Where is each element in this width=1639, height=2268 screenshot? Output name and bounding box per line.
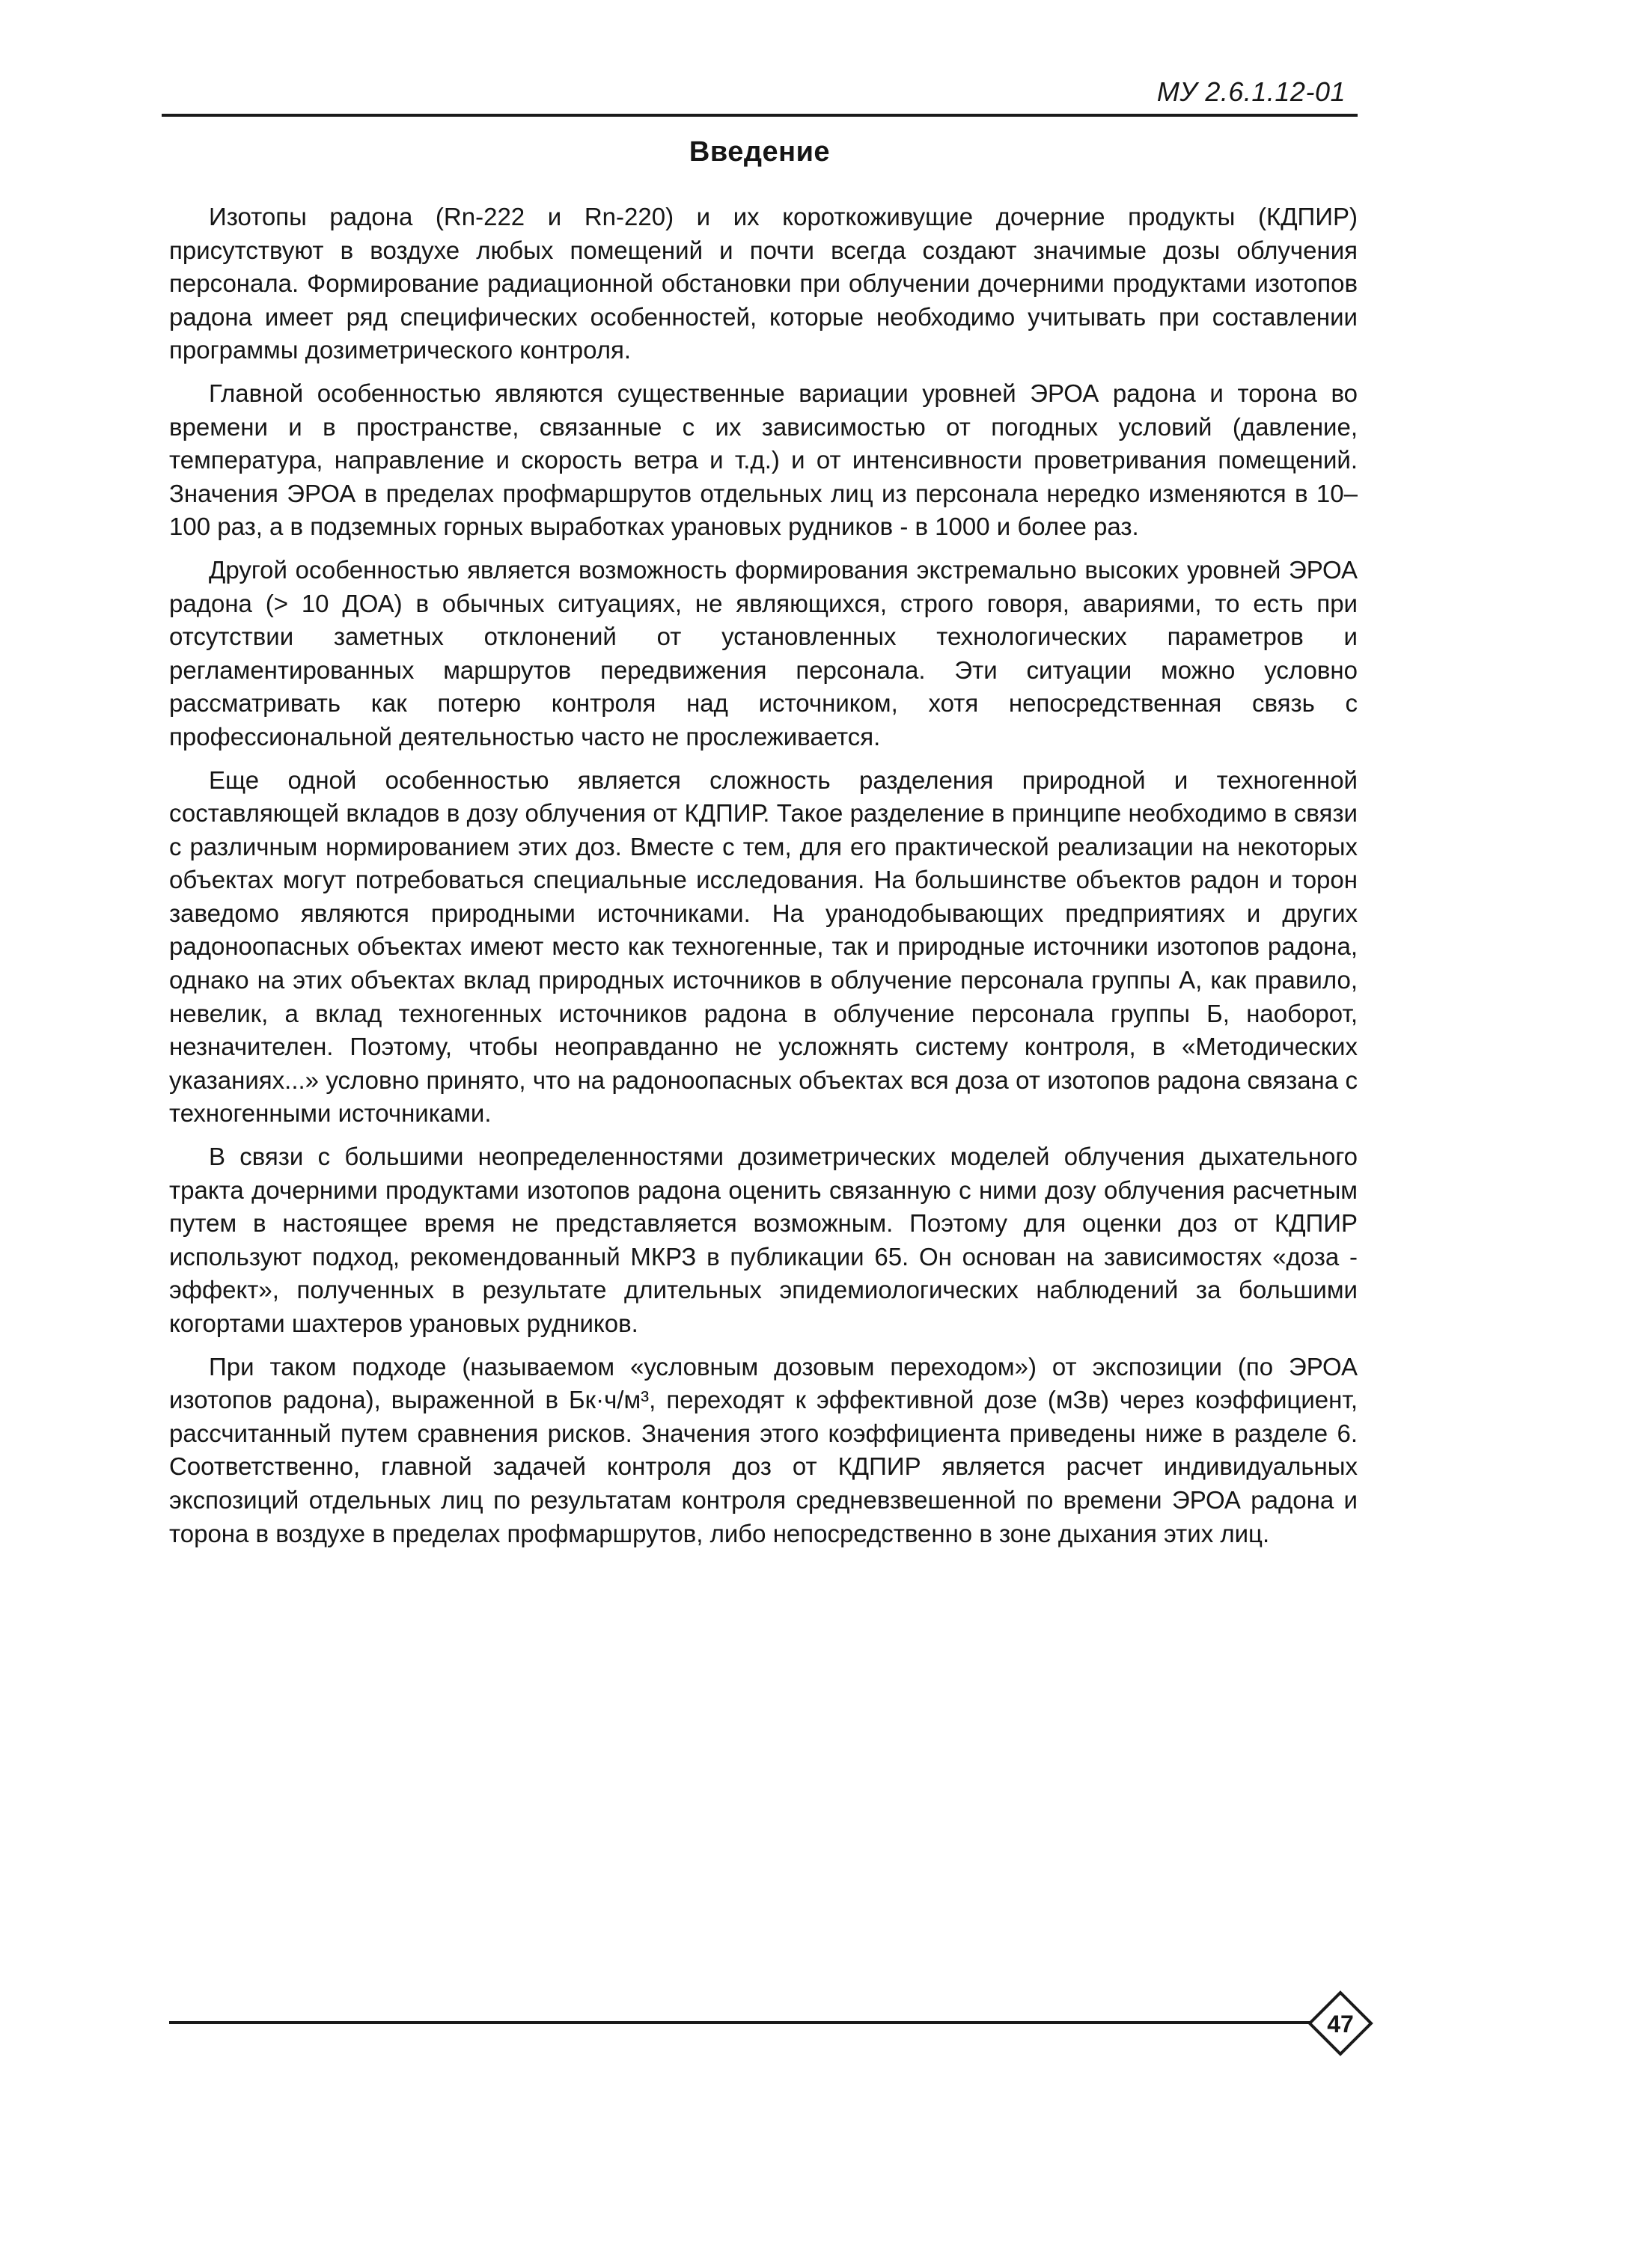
body-text [169,201,1358,1560]
footer-divider [169,2021,1322,2024]
section-title: Введение [689,136,831,168]
paragraph-extreme-levels: Другой особенностью является возможность формирования экстремально высоких уровней ЭРОА радона (> 10 ДОА) в обычных ситуациях, не являющихся, строго говоря, авариями, то есть при отсутствии заметных отклонений от установленных технологических параметров и регламентированных маршрутов передвижения персонала. Эти ситуации можно условно рассматривать как потерю контроля над источником, хотя непосредственная связь с профессиональной деятельностью часто не прослеживается. [169,555,1358,751]
page-number: 47 [1327,2011,1354,2038]
paragraph-variations: Главной особенностью являются существенные вариации уровней ЭРОА радона и торона во времени и в пространстве, связанные с их зависимостью от погодных условий (давление, температура, направление и скорость ветра и т.д.) и от интенсивности проветривания помещений. Значения ЭРОА в пределах профмаршрутов отдельных лиц из персонала нередко изменяются в 10–100 раз, а в подземных горных выработках урановых рудников - в 1000 и более раз. [169,379,1358,541]
header-divider [162,114,1358,117]
paragraph-source-separation: Еще одной особенностью является сложность разделения природной и техногенной составляющей вкладов в дозу облучения от КДПИР. Такое разделение в принципе необходимо в связи с различным нормированием этих доз. Вместе с тем, для его практической реализации на некоторых объектах могут потребоваться специальные исследования. На большинстве объектов радон и торон заведомо являются природными источниками. На уранодобывающих предприятиях и других радоноопасных объектах имеют место как техногенные, так и природные источники изотопов радона, однако на этих объектах вклад природных источников в облучение персонала группы А, как правило, невелик, а вклад техногенных источников радона в облучение персонала группы Б, наоборот, незначителен. Поэтому, чтобы неоправданно не усложнять систему контроля, в «Методических указаниях...» условно принято, что на радоноопасных объектах вся доза от изотопов радона связана с техногенными источниками. [169,765,1358,1128]
paragraph-dose-models: В связи с большими неопределенностями дозиметрических моделей облучения дыхательного тракта дочерними продуктами изотопов радона оценить связанную с ними дозу облучения расчетным путем в настоящее время не представляется возможным. Поэтому для оценки доз от КДПИР используют подход, рекомендованный МКРЗ в публикации 65. Он основан на зависимостях «доза - эффект», полученных в результате длительных эпидемиологических наблюдений за большими когортами шахтеров урановых рудников. [169,1143,1358,1337]
document-code: МУ 2.6.1.12-01 [1156,76,1346,107]
paragraph-dose-conversion: При таком подходе (называемом «условным дозовым переходом») от экспозиции (по ЭРОА изотопов радона), выраженной в Бк·ч/м³, переходят к эффективной дозе (мЗв) через коэффициент, рассчитанный путем сравнения рисков. Значения этого коэффициента приведены ниже в разделе 6. Соответственно, главной задачей контроля доз от КДПИР является расчет индивидуальных экспозиций отдельных лиц по результатам контроля средневзвешенной по времени ЭРОА радона и торона в воздухе в пределах профмаршрутов, либо непосредственно в зоне дыхания этих лиц. [169,1352,1358,1547]
page-number-badge [1307,1990,1374,2057]
paragraph-isotopes: Изотопы радона (Rn-222 и Rn-220) и их короткоживущие дочерние продукты (КДПИР) присутствуют в воздухе любых помещений и почти всегда создают значимые дозы облучения персонала. Формирование радиационной обстановки при облучении дочерними продуктами изотопов радона имеет ряд специфических особенностей, которые необходимо учитывать при составлении программы дозиметрического контроля. [169,203,1358,364]
